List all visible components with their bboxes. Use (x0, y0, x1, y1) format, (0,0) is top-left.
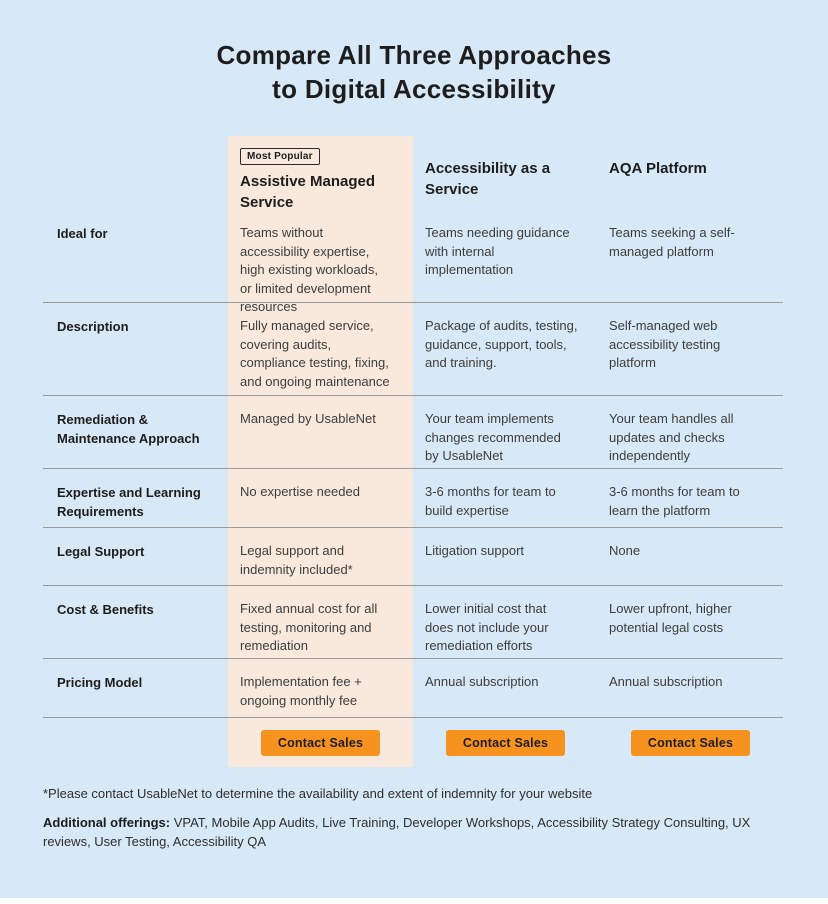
table-cell: Fixed annual cost for all testing, monitoring and remediation (240, 601, 378, 653)
comparison-table (43, 136, 783, 767)
additional-offerings-label: Additional offerings: (43, 815, 171, 830)
column-header-accessibility-as-a-service (413, 136, 598, 224)
table-cell: No expertise needed (240, 484, 360, 499)
indemnity-footnote: *Please contact UsableNet to determine the availability and extent of indemnity for your website (43, 786, 593, 801)
table-row-legal-support (43, 527, 783, 585)
additional-offerings (43, 813, 785, 851)
additional-offerings-text: VPAT, Mobile App Audits, Live Training, Developer Workshops, Accessibility Strategy Consulting, UX reviews, User Testing, Accessibility QA (43, 815, 751, 849)
column-header-aqa-platform (598, 136, 783, 224)
row-label: Pricing Model (57, 675, 143, 690)
table-row-expertise (43, 468, 783, 527)
table-row-ideal-for (43, 224, 783, 314)
row-label: Remediation & Maintenance Approach (57, 412, 200, 446)
table-cell: Self-managed web accessibility testing platform (609, 318, 721, 370)
row-label: Legal Support (57, 544, 145, 559)
header-spacer (43, 136, 228, 224)
page-title (0, 38, 828, 106)
row-label: Expertise and Learning Requirements (57, 485, 201, 519)
column-header-label: Accessibility as a Service (425, 160, 551, 198)
contact-sales-button-accessibility-as-a-service[interactable]: Contact Sales (446, 730, 565, 756)
table-cell: Managed by UsableNet (240, 411, 376, 426)
table-row-pricing-model (43, 658, 783, 717)
table-cell: Teams without accessibility expertise, high existing workloads, or limited development resources (240, 225, 379, 314)
table-cell: Legal support and indemnity included* (240, 543, 353, 577)
table-row-remediation (43, 395, 783, 468)
table-cell: 3-6 months for team to build expertise (425, 484, 556, 518)
column-header-label: Assistive Managed Service (240, 173, 376, 211)
table-cell: Teams seeking a self-managed platform (609, 225, 735, 259)
table-cell: Annual subscription (609, 674, 723, 689)
table-cell: Teams needing guidance with internal implementation (425, 225, 570, 277)
table-cell: Your team implements changes recommended by UsableNet (425, 411, 561, 463)
table-cell: Lower upfront, higher potential legal costs (609, 601, 732, 635)
page-title-line1: Compare All Three Approaches (216, 40, 612, 70)
contact-sales-button-aqa-platform[interactable]: Contact Sales (631, 730, 750, 756)
bottom-margin (0, 898, 828, 904)
table-cell: Package of audits, testing, guidance, support, tools, and training. (425, 318, 578, 370)
table-cell: None (609, 543, 641, 558)
table-cell: 3-6 months for team to learn the platform (609, 484, 740, 518)
table-cell: Implementation fee + ongoing monthly fee (240, 674, 362, 708)
table-row-cta (43, 717, 783, 767)
cta-spacer (43, 718, 228, 767)
table-cell: Litigation support (425, 543, 525, 558)
table-cell: Annual subscription (425, 674, 539, 689)
table-row-cost-benefits (43, 585, 783, 658)
row-label: Ideal for (57, 226, 108, 241)
table-cell: Fully managed service, covering audits, compliance testing, fixing, and ongoing maintenance (240, 318, 390, 389)
most-popular-badge: Most Popular (240, 148, 320, 165)
page-title-line2: to Digital Accessibility (272, 74, 556, 104)
table-header-row (43, 136, 783, 224)
row-label: Cost & Benefits (57, 602, 154, 617)
table-cell: Lower initial cost that does not include your remediation efforts (425, 601, 549, 653)
row-label: Description (57, 319, 129, 334)
column-header-assistive-managed-service (228, 136, 413, 224)
table-row-description (43, 302, 783, 395)
contact-sales-button-assistive-managed-service[interactable]: Contact Sales (261, 730, 380, 756)
column-header-label: AQA Platform (609, 160, 707, 177)
table-cell: Your team handles all updates and checks independently (609, 411, 734, 463)
